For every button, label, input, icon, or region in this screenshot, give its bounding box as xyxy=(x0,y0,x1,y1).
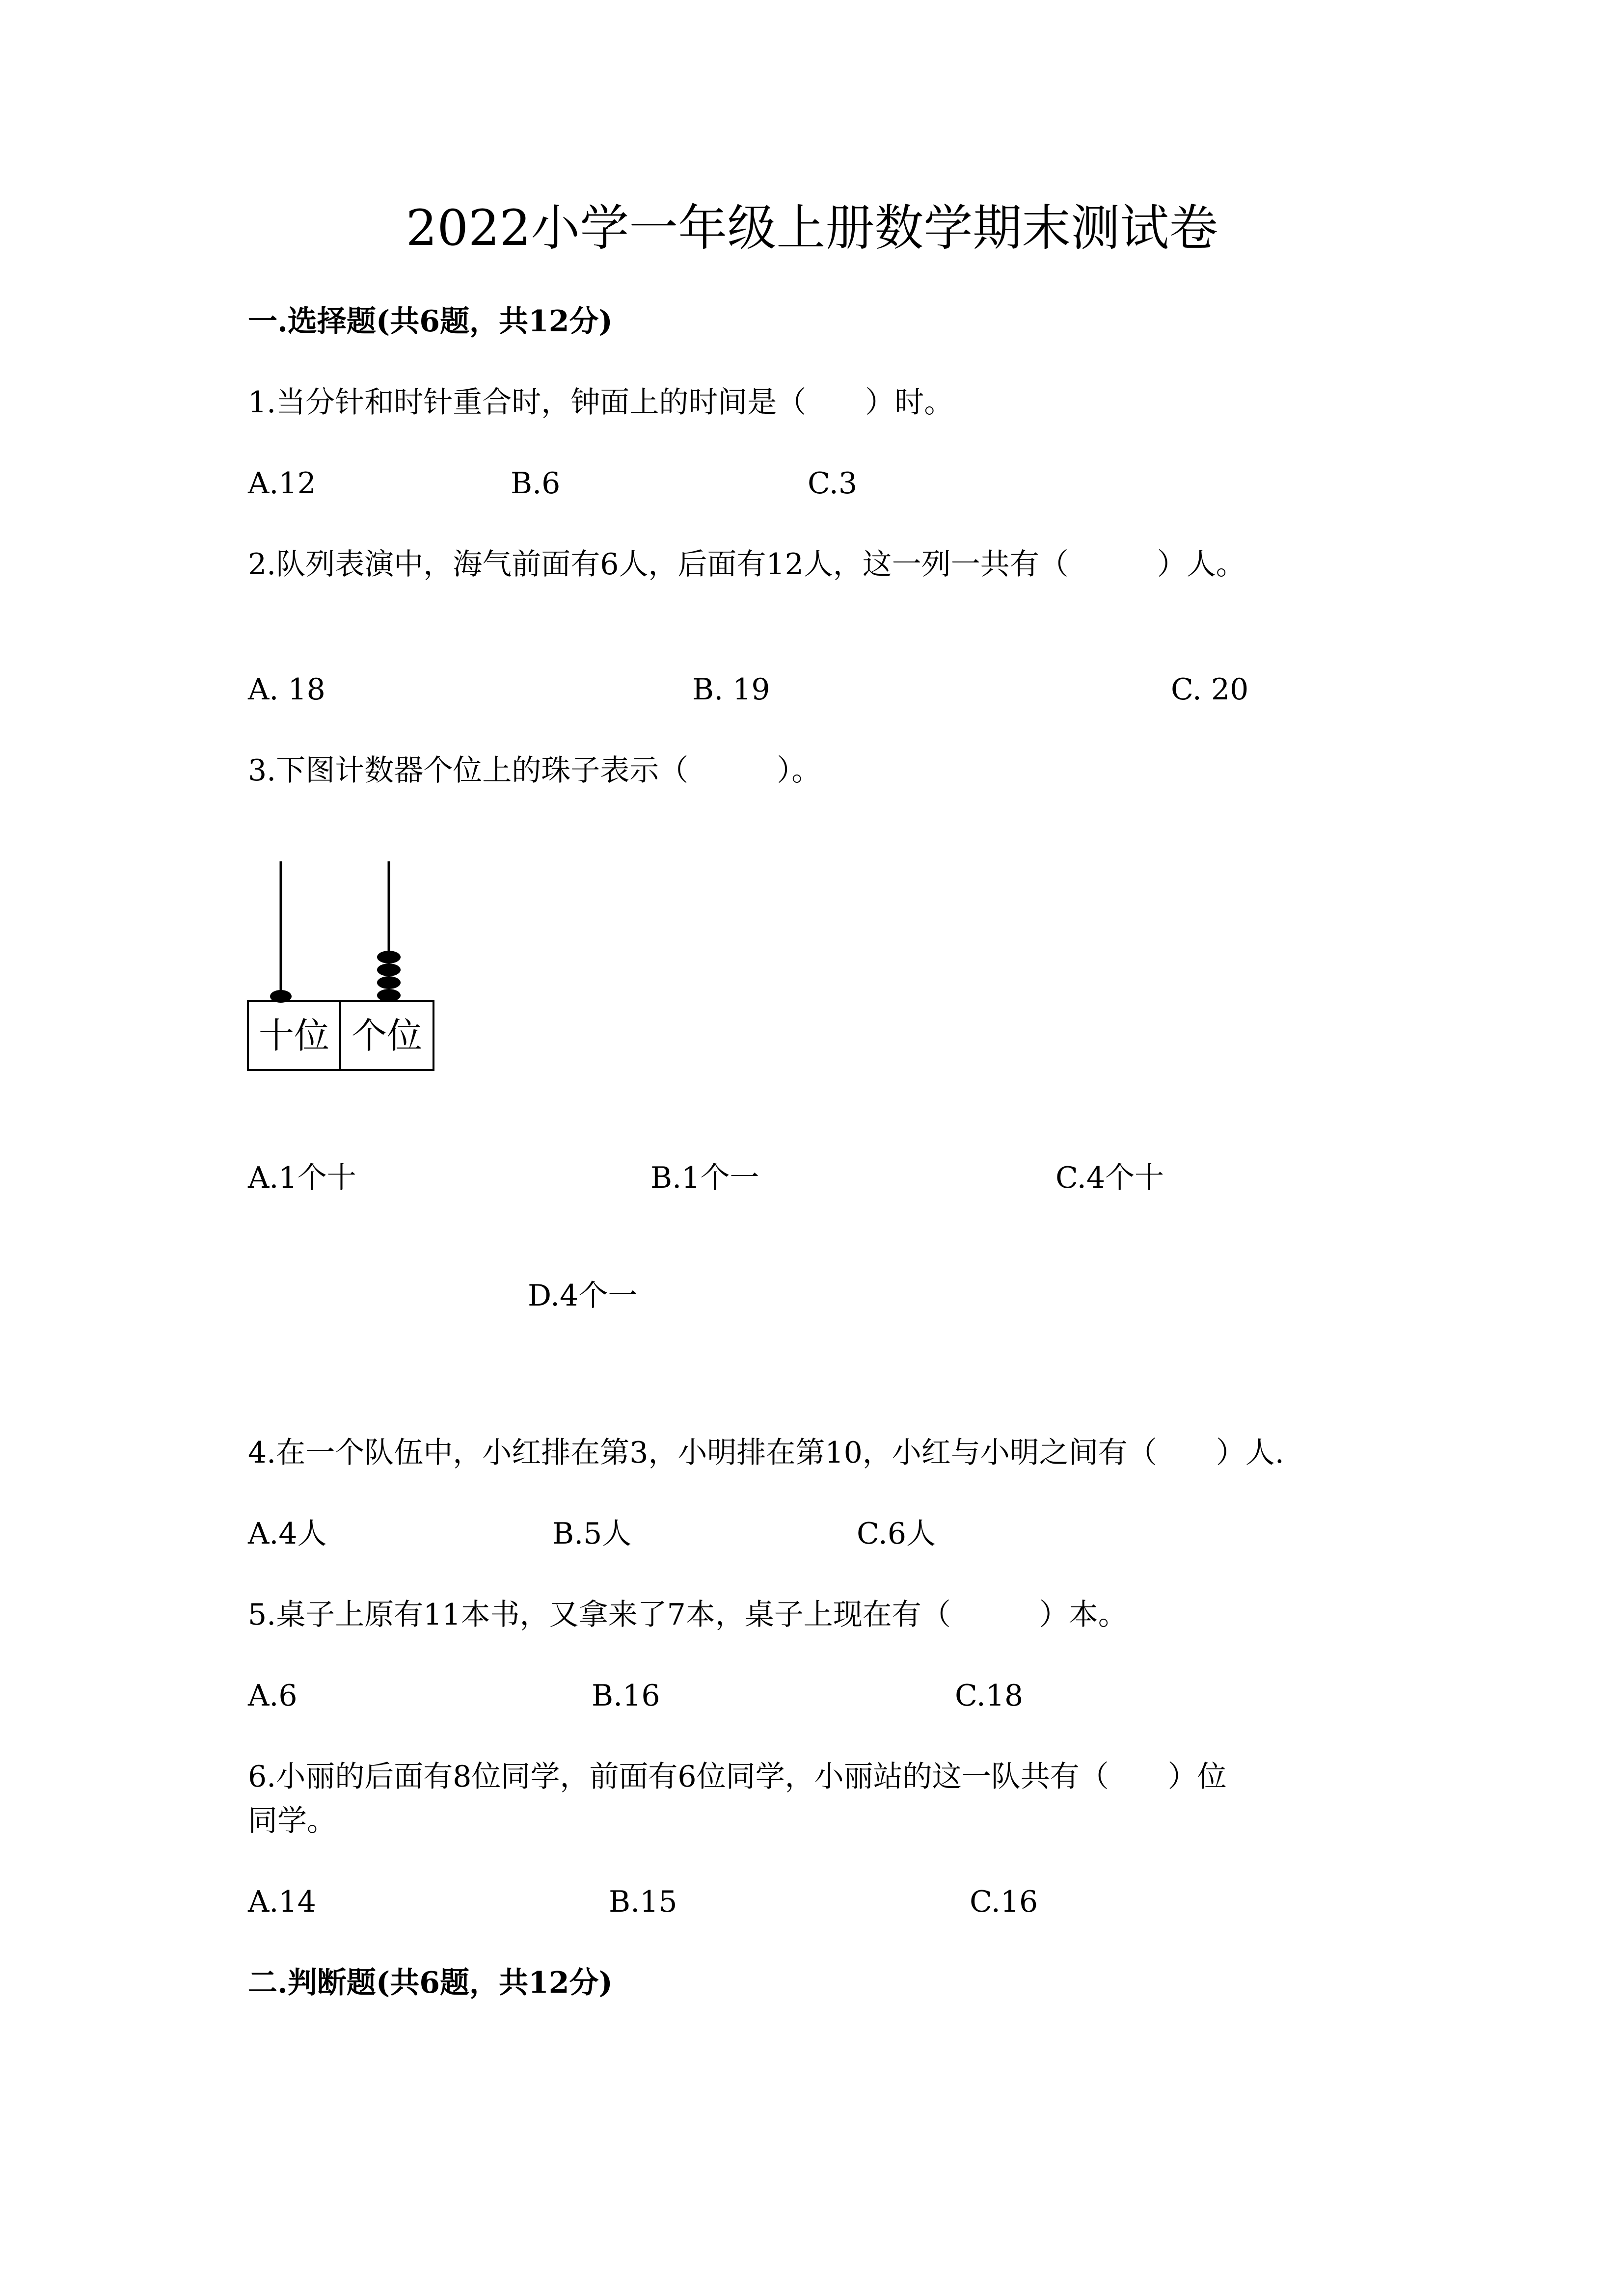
option-2b: B. 19 xyxy=(692,672,770,707)
option-1b: B.6 xyxy=(511,466,561,501)
page-title: 2022小学一年级上册数学期末测试卷 xyxy=(406,199,1218,257)
option-3a: A.1个十 xyxy=(248,1161,356,1195)
question-5: 5.桌子上原有11本书，又拿来了7本，桌子上现在有（ ）本。 xyxy=(248,1598,1128,1632)
option-1c: C.3 xyxy=(808,466,858,501)
option-4c: C.6人 xyxy=(857,1517,936,1551)
option-5a: A.6 xyxy=(248,1679,298,1713)
option-5c: C.18 xyxy=(955,1679,1024,1713)
option-1a: A.12 xyxy=(248,466,316,501)
option-6a: A.14 xyxy=(248,1885,316,1919)
question-6-line-1: 6.小丽的后面有8位同学，前面有6位同学，小丽站的这一队共有（ ）位 xyxy=(248,1760,1227,1794)
option-5b: B.16 xyxy=(592,1679,660,1713)
ones-bead xyxy=(377,963,401,976)
tens-label: 十位 xyxy=(258,1015,330,1056)
option-6b: B.15 xyxy=(609,1885,677,1919)
ones-bead xyxy=(377,951,401,963)
abacus-figure xyxy=(245,854,437,1080)
option-3c: C.4个十 xyxy=(1056,1161,1164,1195)
option-3b: B.1个一 xyxy=(650,1161,759,1195)
option-6c: C.16 xyxy=(970,1885,1038,1919)
ones-label: 个位 xyxy=(351,1015,423,1056)
question-1: 1.当分针和时针重合时，钟面上的时间是（ ）时。 xyxy=(248,385,954,420)
option-4b: B.5人 xyxy=(552,1517,632,1551)
option-2a: A. 18 xyxy=(248,672,325,707)
question-4: 4.在一个队伍中，小红排在第3，小明排在第10，小红与小明之间有（ ）人. xyxy=(248,1436,1284,1470)
option-2c: C. 20 xyxy=(1171,672,1249,707)
option-3d: D.4个一 xyxy=(528,1279,638,1313)
option-4a: A.4人 xyxy=(248,1517,327,1551)
question-2: 2.队列表演中，海气前面有6人，后面有12人，这一列一共有（ ）人。 xyxy=(248,547,1245,582)
question-6-line-2: 同学。 xyxy=(248,1804,336,1838)
ones-bead xyxy=(377,989,401,1002)
ones-bead xyxy=(377,976,401,989)
question-3: 3.下图计数器个位上的珠子表示（ ）。 xyxy=(248,753,821,788)
section-heading-judgement: 二.判断题(共6题，共12分) xyxy=(248,1966,613,2000)
section-heading-choice: 一.选择题(共6题，共12分) xyxy=(248,304,613,339)
